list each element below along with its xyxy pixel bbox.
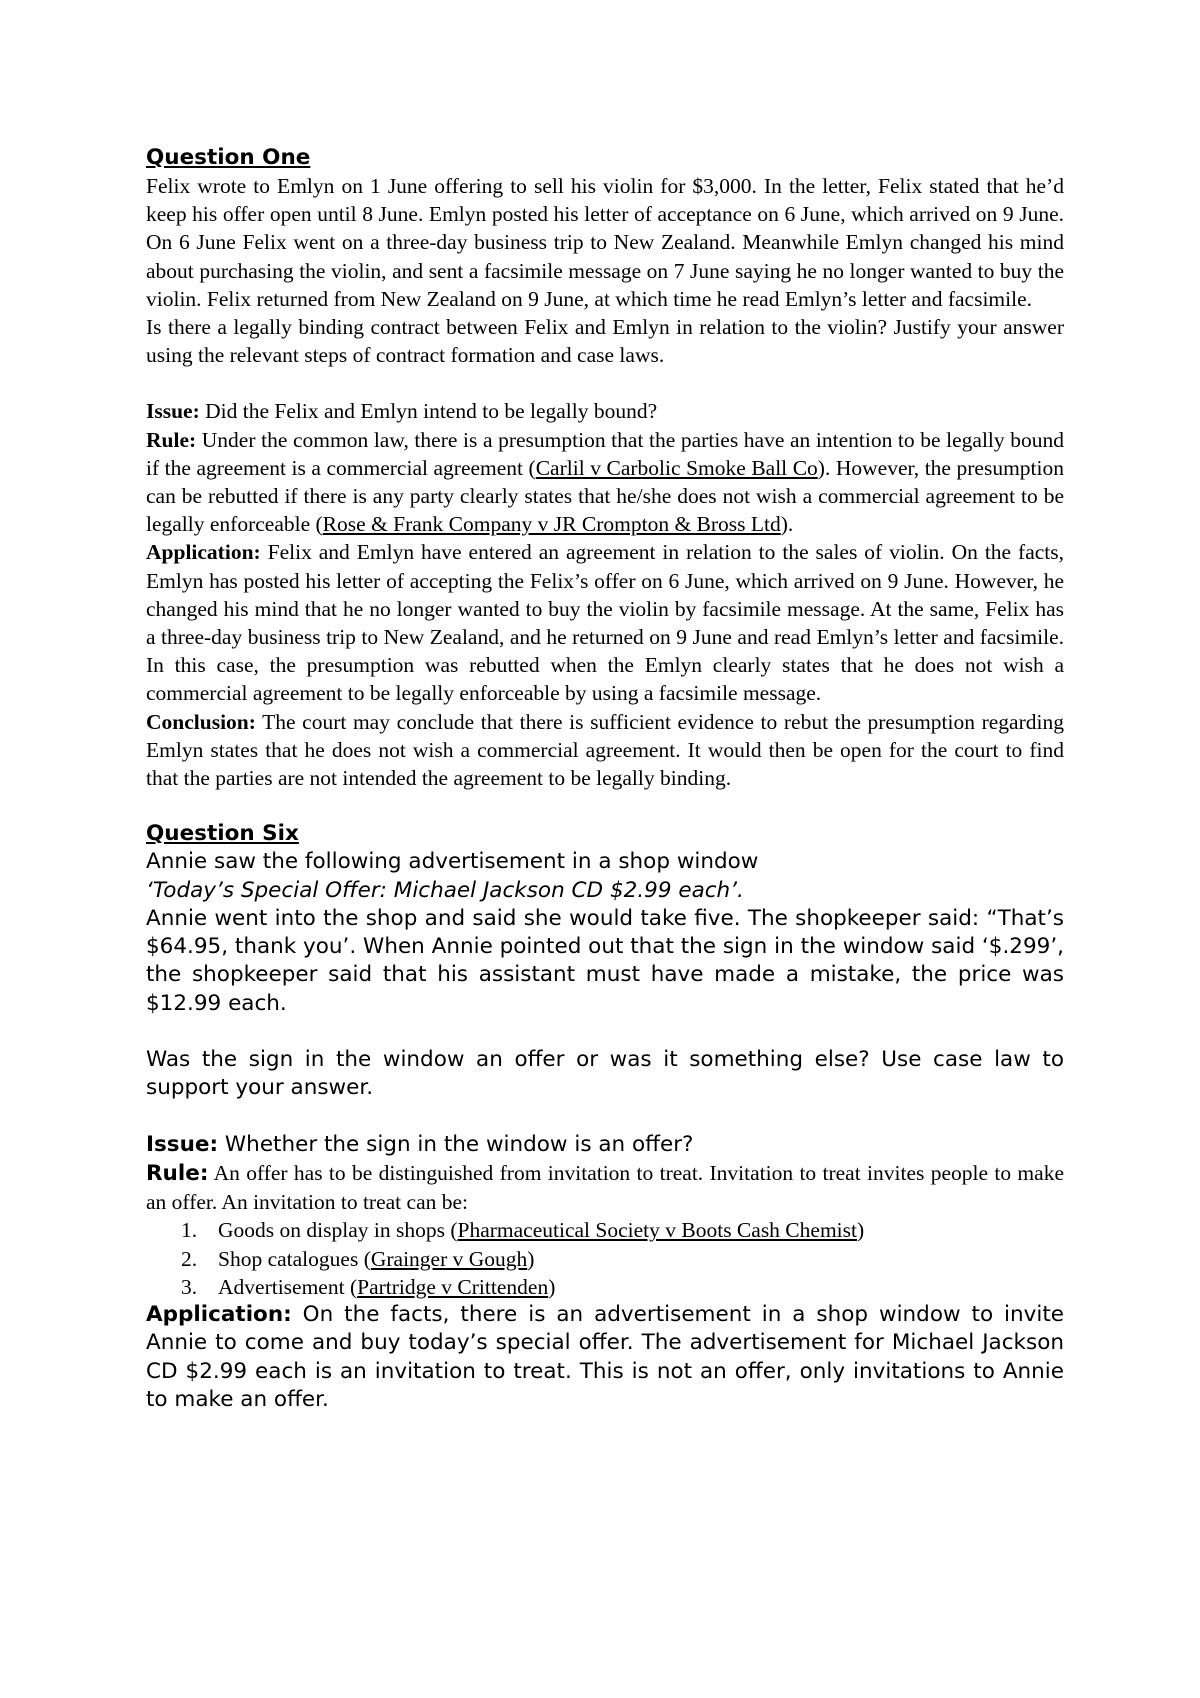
- question-six-scenario: Annie went into the shop and said she would take five. The shopkeeper said: “That’s $64.95, thank you’. When Annie pointed out that the sign in the window said ‘$.299’, the shopkeeper said that his assistant must have made a mistake, the price was $12.99 each.: [146, 905, 1064, 1016]
- q6-rule: [146, 1159, 1064, 1216]
- question-one-section: [146, 144, 1064, 792]
- list-item-text: Shop catalogues (: [218, 1246, 371, 1271]
- list-item-text: Advertisement (: [218, 1274, 358, 1299]
- spacer: [146, 1103, 1064, 1131]
- q6-issue: [146, 1131, 1064, 1159]
- q6-application: [146, 1301, 1064, 1414]
- q1-rule-label: Rule:: [146, 427, 197, 452]
- list-item: [218, 1216, 1064, 1244]
- spacer: [146, 369, 1064, 397]
- q1-rule: [146, 426, 1064, 539]
- q6-application-label: Application:: [146, 1301, 292, 1327]
- q1-rule-text-3: ).: [780, 512, 794, 537]
- q6-application-text: On the facts, there is an advertisement in a shop window to invite Annie to come and buy today’s special offer. The advertisement for Michael Jackson CD $2.99 each is an invitation to treat. This is not an offer, only invitations to Annie to make an offer.: [146, 1301, 1064, 1412]
- invitation-to-treat-list: [146, 1216, 1064, 1301]
- q1-application-label: Application:: [146, 540, 261, 565]
- q1-rule-case-carlil: Carlil v Carbolic Smoke Ball Co: [535, 455, 818, 480]
- q6-rule-text: An offer has to be distinguished from invitation to treat. Invitation to treat invites people to make an offer. An invitation to treat can be:: [146, 1160, 1064, 1215]
- q1-issue-label: Issue:: [146, 399, 200, 424]
- question-one-scenario: Felix wrote to Emlyn on 1 June offering to sell his violin for $3,000. In the letter, Felix stated that he’d keep his offer open until 8 June. Emlyn posted his letter of acceptance on 6 June, which arrived on 9 June. On 6 June Felix went on a three-day business trip to New Zealand. Meanwhile Emlyn changed his mind about purchasing the violin, and sent a facsimile message on 7 June saying he no longer wanted to buy the violin. Felix returned from New Zealand on 9 June, at which time he read Emlyn’s letter and facsimile.: [146, 174, 1064, 311]
- list-item-end: ): [527, 1246, 535, 1271]
- list-item: [218, 1273, 1064, 1301]
- question-six-heading: Question Six: [146, 821, 299, 847]
- q1-issue: [146, 397, 1064, 425]
- question-six-intro: Annie saw the following advertisement in a shop window: [146, 849, 759, 875]
- case-name: Pharmaceutical Society v Boots Cash Chemist: [457, 1218, 857, 1243]
- q1-application-text: Felix and Emlyn have entered an agreement in relation to the sales of violin. On the facts, Emlyn has posted his letter of accepting the Felix’s offer on 6 June, which arrived on 9 June. However, he changed his mind that he no longer wanted to buy the violin by facsimile message. At the same, Felix has a three-day business trip to New Zealand, and he returned on 9 June and read Emlyn’s letter and facsimile. In this case, the presumption was rebutted when the Emlyn clearly states that he does not wish a commercial agreement to be legally enforceable by using a facsimile message.: [146, 540, 1064, 706]
- q6-rule-label: Rule:: [146, 1160, 209, 1186]
- case-name: Grainger v Gough: [370, 1246, 528, 1271]
- q1-issue-text: Did the Felix and Emlyn intend to be legally bound?: [199, 399, 658, 424]
- q1-conclusion-text: The court may conclude that there is sufficient evidence to rebut the presumption regarding Emlyn states that he does not wish a commercial agreement. It would then be open for the court to find that the parties are not intended the agreement to be legally binding.: [146, 709, 1064, 791]
- question-six-section: [146, 820, 1064, 1414]
- document-page: [146, 144, 1064, 1414]
- q1-rule-case-rose-frank: Rose & Frank Company v JR Crompton & Bross Ltd: [322, 512, 781, 537]
- question-one-prompt: Is there a legally binding contract between Felix and Emlyn in relation to the violin? Justify your answer using the relevant steps of contract formation and case laws.: [146, 315, 1064, 368]
- case-name: Partridge v Crittenden: [357, 1274, 549, 1299]
- list-item-text: Goods on display in shops (: [218, 1218, 458, 1243]
- list-item: [218, 1245, 1064, 1273]
- q6-issue-label: Issue:: [146, 1131, 219, 1157]
- spacer: [146, 1018, 1064, 1046]
- q1-conclusion-label: Conclusion:: [146, 709, 256, 734]
- q1-rule-text-1: Under the common law, there is a presumption that the parties have an intention to be legally bound if the agreement is a commercial agreement (: [146, 427, 1064, 480]
- question-six-advert: ‘Today’s Special Offer: Michael Jackson CD $2.99 each’.: [146, 877, 744, 903]
- q6-issue-text: Whether the sign in the window is an offer?: [218, 1131, 694, 1157]
- question-six-prompt: Was the sign in the window an offer or was it something else? Use case law to support your answer.: [146, 1047, 1064, 1101]
- q1-application: [146, 538, 1064, 707]
- list-item-end: ): [856, 1218, 865, 1243]
- q1-conclusion: [146, 708, 1064, 793]
- question-one-heading: Question One: [146, 145, 311, 170]
- spacer: [146, 792, 1064, 820]
- q1-rule-text-2: ). However, the presumption can be rebutted if there is any party clearly states that he/she does not wish a commercial agreement to be legally enforceable (: [146, 455, 1064, 537]
- list-item-end: ): [548, 1274, 556, 1299]
